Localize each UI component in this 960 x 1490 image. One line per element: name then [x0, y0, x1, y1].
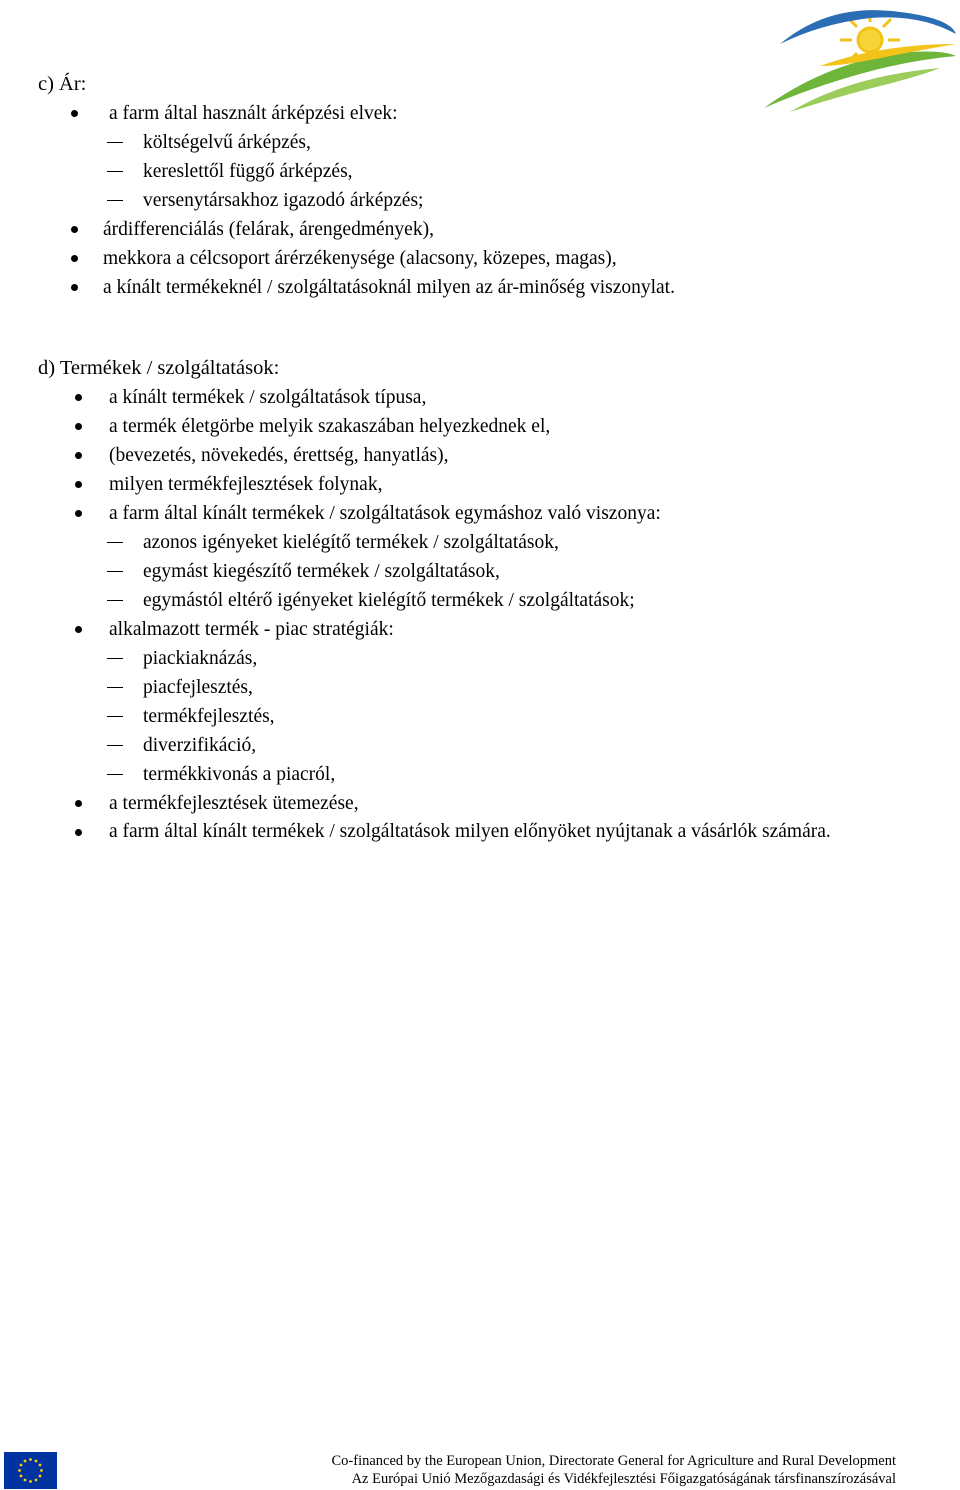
list-item-text: költségelvű árképzés, [143, 132, 311, 153]
bullet-icon [71, 226, 78, 233]
list-item-text: termékfejlesztés, [143, 706, 275, 727]
list-item-text: a termék életgörbe melyik szakaszában helyezkednek el, [109, 416, 551, 437]
list-item-text: a termékfejlesztések ütemezése, [109, 793, 359, 814]
eu-flag-icon [4, 1452, 57, 1489]
bullet-icon [71, 284, 78, 291]
list-item-text: a kínált termékeknél / szolgáltatásoknál milyen az ár-minőség viszonylat. [103, 277, 675, 298]
list-item-text: egymást kiegészítő termékek / szolgáltatások, [143, 561, 500, 582]
dash-icon [107, 200, 123, 201]
list-item-text: (bevezetés, növekedés, érettség, hanyatlás), [109, 445, 449, 466]
dash-icon [107, 600, 123, 601]
list-item-text: mekkora a célcsoport árérzékenysége (alacsony, közepes, magas), [103, 248, 617, 269]
footer [0, 1448, 960, 1490]
list-item [0, 818, 960, 878]
list-item-text: diverzifikáció, [143, 735, 257, 756]
footer-line-hungarian: Az Európai Unió Mezőgazdasági és Vidékfejlesztési Főigazgatóságának társfinanszírozásával [351, 1471, 896, 1487]
list-item-text: a kínált termékek / szolgáltatások típusa, [109, 387, 427, 408]
bullet-icon [75, 452, 82, 459]
section-heading: c) Ár: [38, 73, 87, 95]
dash-icon [107, 571, 123, 572]
list-item-text: kereslettől függő árképzés, [143, 161, 353, 182]
list-item-text: egymástól eltérő igényeket kielégítő termékek / szolgáltatások; [143, 590, 635, 611]
list-item-text: milyen termékfejlesztések folynak, [109, 474, 383, 495]
green-swoosh-2 [790, 68, 940, 112]
dash-icon [107, 658, 123, 659]
sun-field-logo [760, 4, 956, 112]
bullet-icon [71, 255, 78, 262]
list-item-text: alkalmazott termék - piac stratégiák: [109, 619, 394, 640]
bullet-icon [75, 510, 82, 517]
bullet-icon [75, 394, 82, 401]
bullet-icon [75, 829, 82, 836]
footer-line-english: Co-financed by the European Union, Directorate General for Agriculture and Rural Development [331, 1453, 896, 1469]
list-item-text: piackiaknázás, [143, 648, 258, 669]
list-item-text: piacfejlesztés, [143, 677, 253, 698]
bullet-icon [75, 626, 82, 633]
dash-icon [107, 774, 123, 775]
list-item-text: a farm által használt árképzési elvek: [109, 103, 398, 124]
bullet-icon [71, 110, 78, 117]
dash-icon [107, 745, 123, 746]
dash-icon [107, 716, 123, 717]
list-item-text: a farm által kínált termékek / szolgáltatások milyen előnyöket nyújtanak a vásárlók számára. [109, 821, 831, 842]
bullet-icon [75, 800, 82, 807]
dash-icon [107, 542, 123, 543]
list-item-text: versenytársakhoz igazodó árképzés; [143, 190, 424, 211]
bullet-icon [75, 481, 82, 488]
list-item-text: termékkivonás a piacról, [143, 764, 336, 785]
section-heading: d) Termékek / szolgáltatások: [38, 357, 280, 379]
dash-icon [107, 171, 123, 172]
dash-icon [107, 687, 123, 688]
dash-icon [107, 142, 123, 143]
list-item-text: azonos igényeket kielégítő termékek / szolgáltatások, [143, 532, 559, 553]
list-item-text: árdifferenciálás (felárak, árengedmények), [103, 219, 434, 240]
list-item-text: a farm által kínált termékek / szolgáltatások egymáshoz való viszonya: [109, 503, 661, 524]
bullet-icon [75, 423, 82, 430]
